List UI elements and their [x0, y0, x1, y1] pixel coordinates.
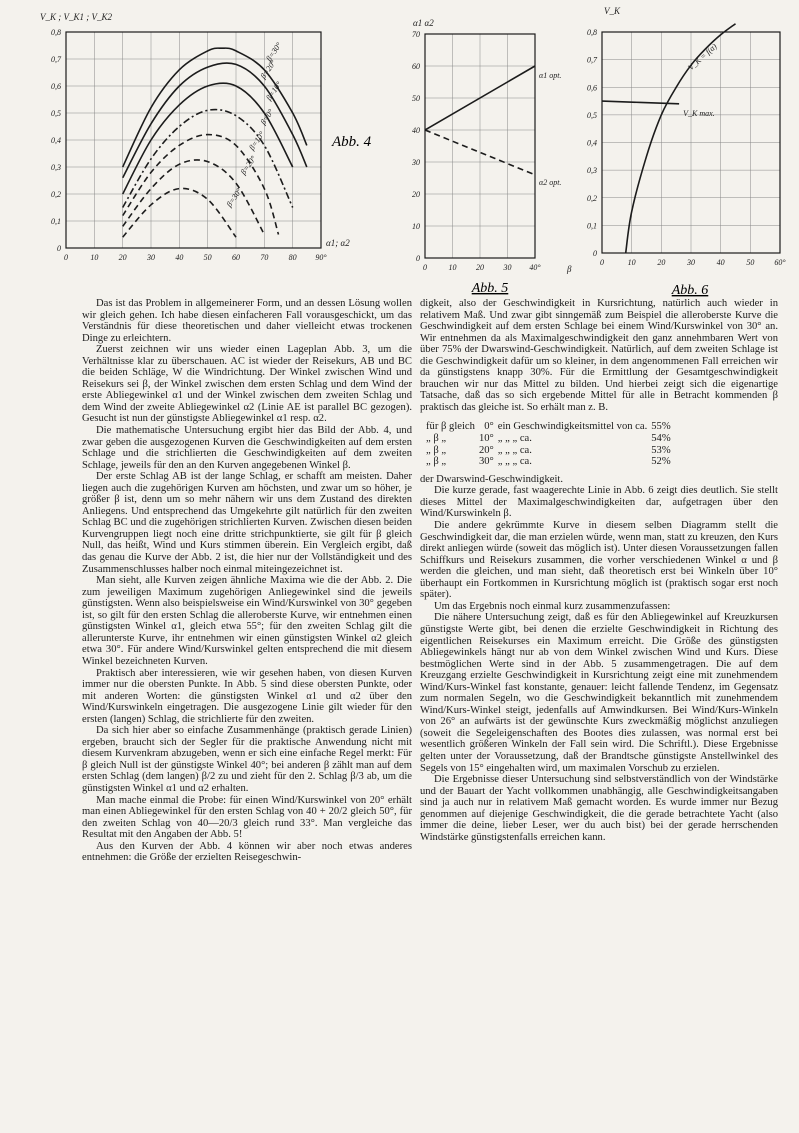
paragraph: Die mathematische Untersuchung ergibt hier das Bild der Abb. 4, und zwar geben die ausgezogenen Kurven die Geschwindigkeiten auf dem ersten Schlage und die strichlierten die Geschwindigkeiten auf dem zweiten Schlage, jeweils für den an den Kurven angegebenen Winkel β. — [82, 425, 412, 471]
paragraph: der Dwarswind-Geschwindigkeit. — [420, 473, 563, 485]
table-row — [426, 456, 675, 468]
y-tick-label: 0,4 — [587, 138, 597, 148]
x-tick-label: 70 — [260, 253, 269, 262]
y-tick-label: 0,6 — [51, 82, 61, 91]
paragraph: digkeit, also der Geschwindigkeit in Kursrichtung, natürlich auch wieder in relativem Maß. Und zwar gibt sinngemäß zum Beispiel die alleroberste Kurve die Geschwindigkeit auf dem ersten Schlage bei einem Wind/Kurswinkel von 30° an. Wir entnehmen da als Maximalgeschwindigkeit den ganz annehmbaren Wert von über 75% der Dwarswind-Geschwindigkeit. Natürlich, auf dem zweiten Schlage ist die Geschwindigkeit dafür um so kleiner, in dem angenommenen Fall erreichen wir da günstigstens knapp 30%. Für die Ermittlung der Gesamtgeschwindigkeit brauchen wir nur das Mittel zu bilden. Und hierbei zeigt sich die eigenartige Tatsache, daß das so sich ergebende Mittel für alle in Betracht kommenden β praktisch das gleiche ist. So erhält man z. B. — [420, 298, 778, 413]
x-tick-label: 0 — [600, 258, 604, 267]
y-tick-label: 40 — [412, 126, 420, 135]
x-tick-label: 0 — [423, 263, 427, 272]
figure-label: Abb. 5 — [471, 281, 509, 296]
y-tick-label: 0,5 — [587, 110, 597, 120]
table-cell: 30° — [478, 456, 494, 468]
figure-abb-5 — [395, 6, 580, 296]
curve-label: β=30° — [224, 186, 244, 209]
paragraph: Da sich hier aber so einfache Zusammenhänge (praktisch gerade Linien) ergeben, braucht sich der Segler für die praktische Anwendung nicht mit diesem Kurvenkram abzugeben, wenn er sich eine einfache Regel merkt: Für β gleich Null ist der günstigste Winkel 40°; bei anderen β zählt man auf dem ersten Schlag (dem langen) β/2 zu und zieht für den 2. Schlag β/3 ab, um die günstigsten Winkel α1 und α2 erhalten. — [82, 725, 412, 794]
table-row — [426, 421, 675, 433]
paragraph: Um das Ergebnis noch einmal kurz zusammenzufassen: — [434, 600, 671, 612]
y-tick-label: 10 — [412, 222, 420, 231]
figure-abb-4 — [26, 6, 372, 276]
y-tick-label: 0,8 — [587, 28, 597, 37]
y-tick-label: 0,2 — [51, 190, 61, 199]
table-cell: „ β „ — [426, 456, 447, 468]
chart-abb-6 — [580, 0, 785, 296]
y-tick-label: 0,7 — [587, 55, 597, 65]
y-tick-label: 0 — [57, 244, 61, 253]
y-tick-label: 0,1 — [51, 217, 61, 226]
text-column-left — [82, 298, 412, 864]
curve-label: β=0° — [258, 107, 276, 127]
x-tick-label: 30 — [147, 253, 155, 262]
paragraph: Das ist das Problem in allgemeinerer Form, und an dessen Lösung wollen wir gleich gehen. Ich habe diesen einfacheren Fall vorausgeschickt, um das Verständnis für diese theoretischen und daher vielleicht etwas trockenen Dinge zu erleichtern. — [82, 298, 412, 344]
x-axis-label: β — [567, 264, 572, 274]
line-label: α2 opt. — [539, 177, 562, 187]
x-tick-label: 10 — [90, 253, 99, 262]
x-tick-label: 40 — [716, 258, 725, 267]
figure-abb-6 — [580, 0, 785, 296]
table-cell: für β gleich — [426, 421, 475, 433]
table-cell: „ β „ — [426, 444, 447, 456]
paragraph: Die nähere Untersuchung zeigt, daß es für den Abliegewinkel auf Kreuzkursen günstigste Werte gibt, bei denen die erzielte Geschwindigkeit in Richtung des eigentlichen Reisekurses ein Maximum erreicht. Die Größe des günstigsten Abliegewinkels hängt nur ab von dem Winkel zwischen Wind und Kurs. Diese bestmöglichen Werte sind in der Abb. 5 zusammengetragen. Die auf dem Kreuzgang erzielte Geschwindigkeit in Kursrichtung zeigt eine mit zunehmendem Wind/Kurs-Winkel fast konstante, genauer: leicht fallende Tendenz, im Gegensatz zum normalen Segeln, wo die Geschwindigkeit bekanntlich mit zunehmendem Wind/Kurs-Winkel steigt, jedenfalls auf Amwindkursen. Bei Wind/Kurs-Winkeln von 26° an aufwärts ist der gewünschte Kurs zweckmäßig möglichst anzuliegen (soweit die Segeleigenschaften des Bootes dies zulassen, was normal erst bei wesentlich größeren Winkeln der Fall sein wird. Die Schriftl.). Diese Ergebnisse gelten unter der Voraussetzung, daß der Brandtsche günstigste Anstellwinkel des Segels von 15° eingehalten wird, um maximalen Vorschub zu erzielen. — [420, 612, 778, 774]
y-tick-label: 0 — [593, 249, 597, 258]
y-tick-label: 50 — [412, 94, 420, 103]
table-cell: 55% — [651, 421, 671, 433]
y-tick-label: 0,6 — [587, 83, 597, 93]
y-tick-label: 0,3 — [587, 166, 597, 176]
figure-label: Abb. 6 — [671, 283, 709, 298]
y-tick-label: 0,1 — [587, 221, 597, 231]
x-tick-label: 60° — [774, 258, 786, 267]
y-tick-label: 30 — [412, 158, 420, 167]
paragraph: Die andere gekrümmte Kurve in diesem selben Diagramm stellt die Geschwindigkeit dar, die man erzielen würde, wenn man, statt zu kreuzen, den Kurs direkt anliegen würde (soweit das möglich ist). Unter diesen Voraussetzungen fallen Schiffkurs und Reisekurs zusammen, die vorher verschiedenen Winkel α und β werden die gleichen, und man sieht, daß theoretisch erst bei Winkeln über 10° überhaupt ein Fortkommen in Kursrichtung möglich ist (praktisch sogar erst noch später). — [420, 520, 778, 601]
line-label: V_K max. — [683, 108, 715, 118]
y-tick-label: 0,3 — [51, 163, 61, 172]
x-tick-label: 90° — [315, 253, 327, 262]
y-tick-label: 0,7 — [51, 55, 61, 64]
y-tick-label: 0 — [416, 254, 420, 263]
x-tick-label: 0 — [64, 253, 68, 262]
x-tick-label: 50 — [746, 258, 755, 267]
x-tick-label: 40° — [529, 263, 541, 272]
y-tick-label: 0,4 — [51, 136, 61, 145]
y-tick-label: 20 — [412, 190, 420, 199]
table-cell: „ β „ — [426, 433, 447, 445]
paragraph: Man mache einmal die Probe: für einen Wind/Kurswinkel von 20° erhält man einen Abliegewinkel für den ersten Schlag von 40 + 20/2 gleich 50°, für den zweiten Schlag von 40—20/3 gleich rund 33°. Man vergleiche das Resultat mit den Angaben der Abb. 5! — [82, 794, 412, 841]
y-tick-label: 0,2 — [587, 193, 597, 203]
paragraph: Die kurze gerade, fast waagerechte Linie in Abb. 6 zeigt dies deutlich. Sie stellt dieses Mittel der Maximalgeschwindigkeiten dar, aufgetragen über den Wind/Kurswinkeln β. — [420, 485, 778, 520]
x-tick-label: 20 — [657, 258, 666, 267]
table-row — [426, 433, 675, 445]
series-line — [626, 24, 736, 253]
curve-label: V_K = f(α) — [686, 41, 719, 73]
curve-label: β=10° — [247, 129, 267, 152]
table-cell: 10° — [478, 433, 494, 445]
series-line — [123, 48, 307, 167]
paragraph: Die Ergebnisse dieser Untersuchung sind selbstverständlich von der Windstärke und der Bauart der Yacht vollkommen unabhängig, alle Geschwindigkeitsangaben sind ja auch nur in relativem Maß gemacht worden. Es wurde immer nur Bezug genommen auf diejenige Geschwindigkeit, die die gerade betrachtete Yacht (also immer die deine, lieber Leser, wer du auch bist) bei der gerade herrschenden Windstärke günstigstenfalls erreichen kann. — [420, 774, 778, 843]
paragraph: Der erste Schlag AB ist der lange Schlag, er schafft am meisten. Daher liegen auch die zugehörigen Kurven am höchsten, und zwar um so höher, je größer β ist, denn um so mehr nähern wir uns dem Zustand des direkten Anliegens. Und entsprechend das Umgekehrte gilt natürlich für den zweiten Schlag BC und die zugehörigen strichlierten Kurven. Zwischen diesen beiden Kurvengruppen liegt noch eine dritte strichpunktierte, sie gilt für β gleich Null, das heißt, Wind und Kurs stimmen überein. Ein Vergleich ergibt, daß das genau die Kurve der Abb. 2 ist, die hier nur der Vollständigkeit und des Zusammenschlusses halber noch einmal miteingezeichnet ist. — [82, 471, 412, 575]
curve-label: β=20° — [258, 58, 278, 81]
text-column-right — [420, 298, 778, 843]
chart-abb-5 — [395, 6, 580, 296]
table-cell: „ „ „ ca. — [497, 433, 532, 445]
x-tick-label: 30 — [687, 258, 695, 267]
table-cell: ein Geschwindigkeitsmittel von ca. — [497, 421, 648, 433]
paragraph: Aus den Kurven der Abb. 4 können wir aber noch etwas anderes entnehmen: die Größe der erzielten Reisegeschwin- — [82, 840, 412, 864]
x-tick-label: 30 — [503, 263, 512, 272]
x-tick-label: 10 — [448, 263, 457, 272]
x-tick-label: 80 — [288, 253, 297, 262]
y-tick-label: 60 — [412, 62, 420, 71]
curve-label: β=10° — [264, 79, 284, 102]
x-tick-label: 20 — [118, 253, 127, 262]
paragraph: Praktisch aber interessieren, wie wir gesehen haben, von diesen Kurven immer nur die obersten Punkte. In Abb. 5 sind diese obersten Punkte, oder mit anderen Worten: die günstigsten Winkel α1 und α2 über den Wind/Kurswinkeln eingetragen. Die ausgezogene Linie gilt wieder für den ersten (langen) Schlag, die strichlierte für den zweiten. — [82, 667, 412, 725]
y-axis-label: V_K ; V_K1 ; V_K2 — [40, 12, 112, 22]
x-tick-label: 40 — [175, 253, 184, 262]
x-tick-label: 10 — [627, 258, 636, 267]
table-cell: 53% — [651, 444, 671, 456]
y-axis-label: V_K — [604, 6, 621, 16]
table-cell: „ „ „ ca. — [497, 444, 532, 456]
table-cell: „ „ „ ca. — [497, 456, 532, 468]
table-cell: 0° — [484, 421, 494, 433]
table-cell: 52% — [651, 456, 671, 468]
curve-label: β=20° — [238, 154, 258, 177]
table-row — [426, 445, 675, 457]
x-tick-label: 20 — [476, 263, 484, 272]
chart-abb-4 — [26, 6, 372, 276]
curve-label: β=30° — [264, 40, 284, 63]
table-cell: 54% — [651, 433, 671, 445]
x-tick-label: 50 — [203, 253, 212, 262]
x-axis-label: α1; α2 — [326, 238, 350, 248]
y-tick-label: 0,5 — [51, 109, 61, 118]
y-axis-label: α1 α2 — [413, 18, 434, 28]
paragraph: Zuerst zeichnen wir uns wieder einen Lageplan Abb. 3, um die Verhältnisse klar zu überschauen. AC ist wieder der Reisekurs, AB und BC die beiden Schläge, W die Windrichtung. Der Winkel zwischen Wind und Reisekurs sei β, der Winkel zwischen dem ersten Schlag und dem Wind der erste Abliegewinkel α1 und der Winkel zwischen dem zweiten Schlag und dem Wind der zweite Abliegewinkel α2 (Linie AE ist parallel BC gezogen). Gesucht ist nun der günstigste Abliegewinkel α1 resp. α2. — [82, 344, 412, 425]
series-line — [123, 63, 307, 178]
line-label: α1 opt. — [539, 71, 562, 80]
y-tick-label: 0,8 — [51, 28, 61, 37]
x-tick-label: 60 — [232, 253, 240, 262]
paragraph: Man sieht, alle Kurven zeigen ähnliche Maxima wie die der Abb. 2. Die zum jeweiligen Maximum zugehörigen Anliegewinkel sind die jeweils günstigsten. Wenn also beispielsweise ein Wind/Kurswinkel von 30° gegeben ist, so gilt für den ersten Schlag die alleroberste Kurve, wir entnehmen einen günstigsten Winkel α1, gleich etwa 55°; für den zweiten Schlag gilt die allerunterste Kurve, ihr entnehmen wir einen günstigsten Winkel α2 gleich etwa 30°. Für andere Wind/Kurswinkel gelten entsprechend die mit diesem Winkel bezeichneten Kurven. — [82, 575, 412, 667]
y-tick-label: 70 — [412, 30, 420, 39]
figure-label: Abb. 4 — [332, 134, 372, 150]
speed-table — [426, 421, 675, 467]
table-cell: 20° — [478, 444, 494, 456]
